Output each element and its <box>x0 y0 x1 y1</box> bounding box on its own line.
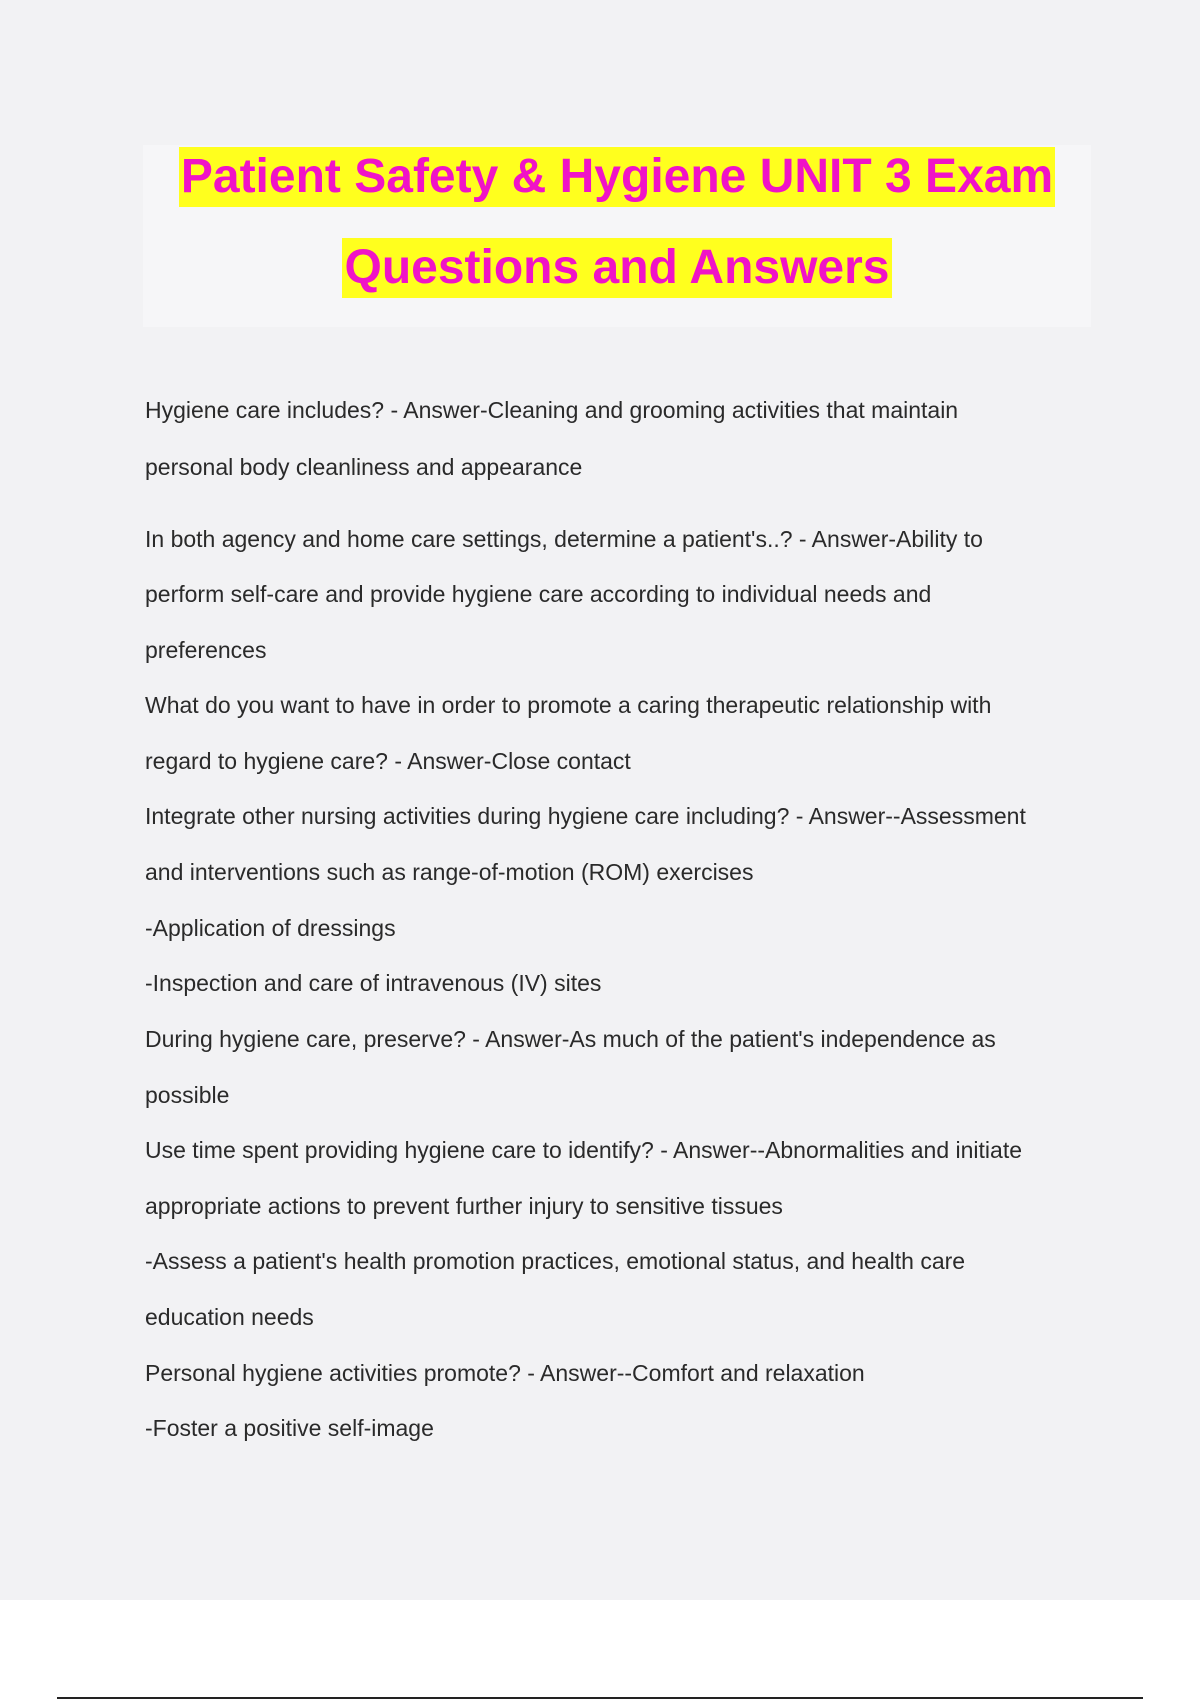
text-line: appropriate actions to prevent further injury to sensitive tissues <box>145 1193 783 1219</box>
text-line: In both agency and home care settings, determine a patient's..? - Answer-Ability to <box>145 526 983 552</box>
text-line: personal body cleanliness and appearance <box>145 454 583 480</box>
title-line-2-container <box>143 238 1091 298</box>
text-line: preferences <box>145 637 267 663</box>
text-line: What do you want to have in order to promote a caring therapeutic relationship with <box>145 692 992 718</box>
page-title-line-1: Patient Safety & Hygiene UNIT 3 Exam <box>179 147 1055 207</box>
text-line: Hygiene care includes? - Answer-Cleaning and grooming activities that maintain <box>145 397 959 423</box>
page-title-line-2: Questions and Answers <box>342 238 891 298</box>
text-line: -Inspection and care of intravenous (IV) sites <box>145 970 602 996</box>
text-line: Integrate other nursing activities during hygiene care including? - Answer--Assessment <box>145 803 1026 829</box>
text-line: education needs <box>145 1304 314 1330</box>
text-line: -Application of dressings <box>145 915 396 941</box>
text-line: -Assess a patient's health promotion practices, emotional status, and health care <box>145 1248 966 1274</box>
title-line-1-container <box>143 147 1091 207</box>
text-line: possible <box>145 1082 230 1108</box>
footer-divider <box>57 1697 1143 1699</box>
text-line: and interventions such as range-of-motion (ROM) exercises <box>145 859 754 885</box>
text-line: perform self-care and provide hygiene care according to individual needs and <box>145 581 932 607</box>
text-line: Personal hygiene activities promote? - Answer--Comfort and relaxation <box>145 1360 865 1386</box>
text-line: During hygiene care, preserve? - Answer-As much of the patient's independence as <box>145 1026 996 1052</box>
text-line: regard to hygiene care? - Answer-Close contact <box>145 748 631 774</box>
text-line: Use time spent providing hygiene care to identify? - Answer--Abnormalities and initiate <box>145 1137 1022 1163</box>
text-line: -Foster a positive self-image <box>145 1415 434 1441</box>
